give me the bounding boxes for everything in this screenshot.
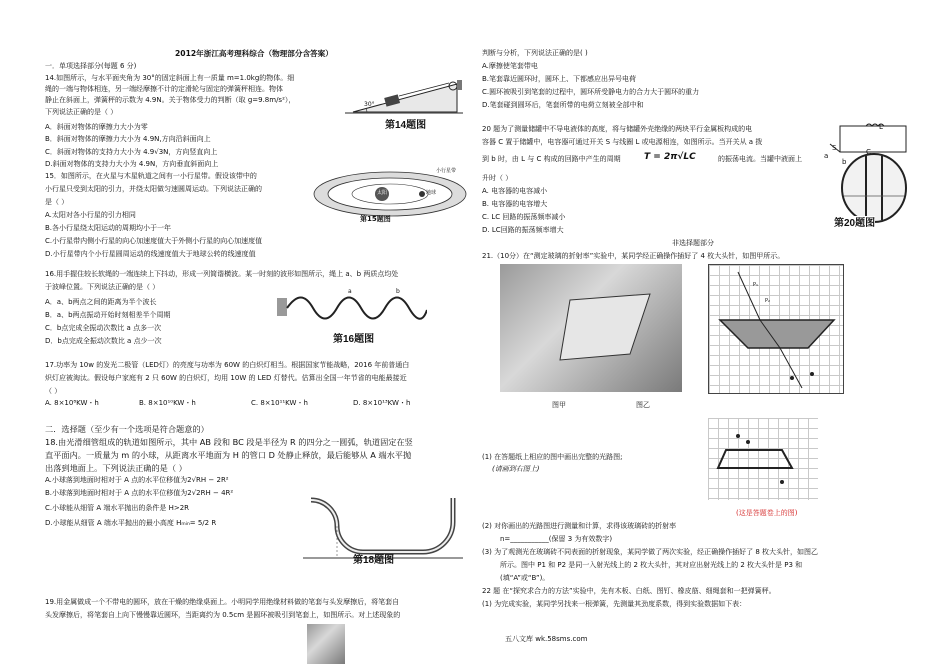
q15-earth-label: 地球 bbox=[426, 190, 437, 196]
answer-pin-2 bbox=[746, 440, 750, 444]
q21-sub2: (2) 对你画出的光路图进行测量和计算，求得该玻璃砖的折射率 bbox=[482, 522, 677, 530]
q16-line-2: 于波峰位置。下列说法正确的是（ ） bbox=[45, 283, 160, 291]
q19-option-a: A.摩擦使笔套带电 bbox=[482, 62, 538, 70]
q15-line-3: 是（ ） bbox=[45, 198, 69, 206]
q21-line-1: 21.（10分）在“测定玻璃的折射率”实验中，某同学经正确操作插好了 4 枚大头针，如图甲所示。 bbox=[482, 252, 785, 260]
q20-line-5: 升时（ ） bbox=[482, 174, 513, 182]
q15-belt-label: 小行星带 bbox=[436, 168, 457, 174]
q20-label-a: a bbox=[824, 152, 829, 160]
answer-pin-3 bbox=[780, 480, 784, 484]
q20-option-d: D. LC回路的振荡频率增大 bbox=[482, 226, 564, 234]
q15-option-a: A.太阳对各小行星的引力相同 bbox=[45, 211, 136, 219]
q21-pin-p2: P₂ bbox=[765, 298, 771, 304]
q18-option-c: C.小球能从细管 A 端水平抛出的条件是 H>2R bbox=[45, 504, 190, 512]
q15-sun-label: 太阳 bbox=[377, 190, 388, 196]
q20-period-formula: T = 2π√LC bbox=[644, 152, 696, 162]
q21-fig-a-label: 图甲 bbox=[552, 401, 566, 409]
q18-line-1: 18.由光滑细管组成的轨道如图所示，其中 AB 段和 BC 段是半径为 R 的四分之一圆弧，轨道固定在竖 bbox=[45, 437, 413, 447]
q19-line-2: 头发摩擦后，将笔套自上向下慢慢靠近圆环，当距离约为 0.5cm 是圆环被吸引到笔套上，如图所示。对上述现象的 bbox=[45, 611, 401, 619]
q21-answer-note: (这是答题卷上的图) bbox=[736, 509, 798, 517]
q14-option-b: B．斜面对物体的摩擦力大小为 4.9N,方向沿斜面向上 bbox=[45, 135, 211, 143]
pin-a bbox=[790, 376, 794, 380]
q16-point-a: a bbox=[348, 288, 352, 295]
q14-line-2: 绳的一端与物体相连，另一端经摩擦不计的定滑轮与固定的弹簧秤相连。物体 bbox=[45, 85, 283, 93]
q16-option-d: D．b点完成全振动次数比 a 点少一次 bbox=[45, 337, 162, 345]
paper-title: 2012年浙江高考理科综合（物理部分含答案） bbox=[175, 49, 333, 58]
q18-option-d: D.小球能从细管 A 端水平抛出的最小高度 Hₘᵢₙ= 5/2 R bbox=[45, 519, 217, 527]
lc-circuit-wire bbox=[840, 126, 906, 152]
q18-option-a: A.小球落到地面时相对于 A 点的水平位移值为2√RH − 2R² bbox=[45, 476, 229, 484]
q17-line-1: 17.功率为 10w 的发光二极管（LED灯）的亮度与功率为 60W 的白炽灯相当。根据国家节能战略，2016 年前普通白 bbox=[45, 361, 410, 369]
q17-option-c: C. 8×10¹¹KW・h bbox=[251, 399, 308, 407]
q19-option-b: B.笔套靠近圆环时，圆环上、下都感应出异号电荷 bbox=[482, 75, 637, 83]
emergent-ray bbox=[780, 348, 802, 388]
q19-photo bbox=[307, 624, 345, 664]
q18-figure-caption: 第18题图 bbox=[353, 555, 395, 566]
page-footer: 五八文库 wk.58sms.com bbox=[505, 635, 588, 643]
q14-option-c: C．斜面对物体的支持力大小为 4.9√3N，方向竖直向上 bbox=[45, 148, 218, 156]
q21-photo-overlay bbox=[500, 264, 682, 392]
curved-tube-track bbox=[311, 498, 453, 552]
answer-trapezoid-icon bbox=[718, 450, 792, 468]
q17-option-d: D. 8×10¹³KW・h bbox=[353, 399, 411, 407]
section-1-heading: 一．单项选择部分(每题 6 分) bbox=[45, 62, 137, 70]
q20-option-c: C. LC 回路的振荡频率减小 bbox=[482, 213, 566, 221]
tank-icon bbox=[842, 154, 906, 222]
q20-label-s: S bbox=[832, 144, 837, 152]
section-2-heading: 二．选择题（至少有一个选项是符合题意的） bbox=[45, 424, 209, 434]
q20-option-a: A. 电容器的电容减小 bbox=[482, 187, 548, 195]
q20-line-1: 20 题为了测量储罐中不导电液体的高度，将与储罐外壳绝缘的两块平行金属板构成的电 bbox=[482, 125, 753, 133]
glass-block-icon bbox=[560, 294, 650, 360]
answer-pin-1 bbox=[736, 434, 740, 438]
q16-figure-caption: 第16题图 bbox=[333, 334, 375, 345]
q17-line-2: 炽灯应被淘汰。假设每户家庭有 2 只 60W 的白炽灯，均用 10W 的 LED 灯替代。估算出全国一年节省的电能最接近 bbox=[45, 374, 407, 382]
q20-line-2: 容器 C 置于储罐中，电容器可通过开关 S 与线圈 L 或电源相连，如图所示。当开关从 a 拨 bbox=[482, 138, 763, 146]
q14-line-1: 14.如图所示，与水平面夹角为 30°的固定斜面上有一质量 m=1.0kg的物体。细 bbox=[45, 74, 295, 82]
q15-line-2: 小行星只受到太阳的引力，并绕太阳做匀速圆周运动。下列说法正确的 bbox=[45, 185, 262, 193]
q21-pin-p1: P₁ bbox=[753, 282, 759, 288]
q20-line-3: 到 b 时，由 L 与 C 构成的回路中产生的周期 bbox=[482, 155, 621, 163]
q21-fig-b-label: 图乙 bbox=[636, 401, 650, 409]
q18-track-figure bbox=[303, 490, 463, 562]
q14-line-3: 静止在斜面上，弹簧秤的示数为 4.9N。关于物体受力的判断（取 g=9.8m/s²）， bbox=[45, 96, 296, 104]
q18-line-3: 出落到地面上。下列说法正确的是（ ） bbox=[45, 463, 187, 473]
q19-option-d: D.笔套碰到圆环后，笔套所带的电荷立刻被全部中和 bbox=[482, 101, 644, 109]
spring-scale-icon bbox=[457, 80, 462, 90]
q21-sub2-n: n=___________(保留 3 为有效数字) bbox=[500, 535, 613, 543]
q20-label-c: C bbox=[866, 148, 871, 156]
q21-grid-b-overlay bbox=[708, 264, 842, 392]
q21-sub1-note: (请画到右图上) bbox=[492, 465, 540, 473]
q14-option-d: D.斜面对物体的支持力大小为 4.9N，方向垂直斜面向上 bbox=[45, 160, 219, 168]
q16-point-b: b bbox=[396, 288, 400, 295]
q22-line-1: 22 题 在“探究求合力的方法”实验中，先有木板、白纸、图钉、橡皮筋、细绳套和一把弹簧秤。 bbox=[482, 587, 776, 595]
q21-sub1: (1) 在答题纸上相应的图中画出完整的光路图; bbox=[482, 453, 623, 461]
hand-icon bbox=[277, 298, 287, 316]
q16-option-a: A．a、b两点之间的距离为半个波长 bbox=[45, 298, 157, 306]
q17-option-b: B. 8×10¹⁰KW・h bbox=[139, 399, 196, 407]
q20-line-4: 的振荡电流。当罐中液面上 bbox=[718, 155, 802, 163]
q18-option-b: B.小球落到地面时相对于 A 点的水平位移值为2√2RH − 4R² bbox=[45, 489, 234, 497]
q16-option-b: B．a、b两点振动开始时刻相差半个周期 bbox=[45, 311, 171, 319]
earth-icon bbox=[419, 191, 425, 197]
q14-line-4: 下列说法正确的是（ ） bbox=[45, 108, 118, 116]
q15-line-1: 15．如图所示，在火星与木星轨道之间有一小行星带。假设该带中的 bbox=[45, 172, 257, 180]
q14-option-a: A．斜面对物体的摩擦力大小为零 bbox=[45, 123, 148, 131]
q20-label-b: b bbox=[842, 158, 847, 166]
q21-sub3-line-2: 所示。图中 P1 和 P2 是同一入射光线上的 2 枚大头针，其对应出射光线上的 2 枚大头针是 P3 和 bbox=[500, 561, 803, 569]
q19-option-c: C.圆环被吸引到笔套的过程中，圆环所受静电力的合力大于圆环的重力 bbox=[482, 88, 700, 96]
q15-option-b: B.各小行星绕太阳运动的周期均小于一年 bbox=[45, 224, 172, 232]
q20-figure-caption: 第20题图 bbox=[834, 216, 875, 232]
q21-sub3-line-3: (填“A”或“B”)。 bbox=[500, 574, 550, 582]
q22-line-2: (1) 为完成实验，某同学另找来一根弹簧，先测量其劲度系数，得到实验数据如下表： bbox=[482, 600, 747, 608]
section-3-heading: 非选择题部分 bbox=[672, 239, 714, 247]
q14-figure-caption: 第14题图 bbox=[385, 120, 427, 131]
q16-option-c: C．b点完成全振动次数比 a 点多一次 bbox=[45, 324, 162, 332]
q16-line-1: 16.用手握住较长软绳的一端连续上下抖动，形成一列简谐横波。某一时刻的波形如图所示，绳上 a、b 两质点均处 bbox=[45, 270, 399, 278]
q15-option-d: D.小行星带内个小行星圆周运动的线速度值大于地球公转的线速度值 bbox=[45, 250, 256, 258]
rope-wave bbox=[287, 298, 427, 319]
q19-line-1: 19.用金属做成一个不带电的圆环，放在干燥的绝缘桌面上。小明同学用绝缘材料做的笔套与头发摩擦后，将笔套自 bbox=[45, 598, 400, 606]
q17-line-3: （ ） bbox=[45, 387, 62, 395]
q14-angle-label: 30° bbox=[364, 101, 375, 108]
q21-answer-overlay bbox=[708, 418, 818, 500]
q21-sub3-line-1: (3) 为了观测光在玻璃砖不同表面的折射现象，某同学做了两次实验，经正确操作插好了 8 枚大头针，如图乙 bbox=[482, 548, 819, 556]
q15-figure-caption: 第15题图 bbox=[360, 215, 391, 223]
q15-option-c: C.小行星带内侧小行星的向心加速度值大于外侧小行星的向心加速度值 bbox=[45, 237, 263, 245]
q20-option-b: B. 电容器的电容增大 bbox=[482, 200, 548, 208]
q20-label-l: L bbox=[879, 123, 883, 131]
incident-ray bbox=[738, 272, 760, 320]
q17-option-a: A. 8×10⁸KW・h bbox=[45, 399, 99, 407]
pin-b bbox=[810, 372, 814, 376]
q18-line-2: 直平面内。一质量为 m 的小球，从距离水平地面为 H 的管口 D 处静止释放，最后能够从 A 端水平抛 bbox=[45, 450, 412, 460]
q19-continued-line: 判断与分析，下列说法正确的是( ) bbox=[482, 49, 588, 57]
